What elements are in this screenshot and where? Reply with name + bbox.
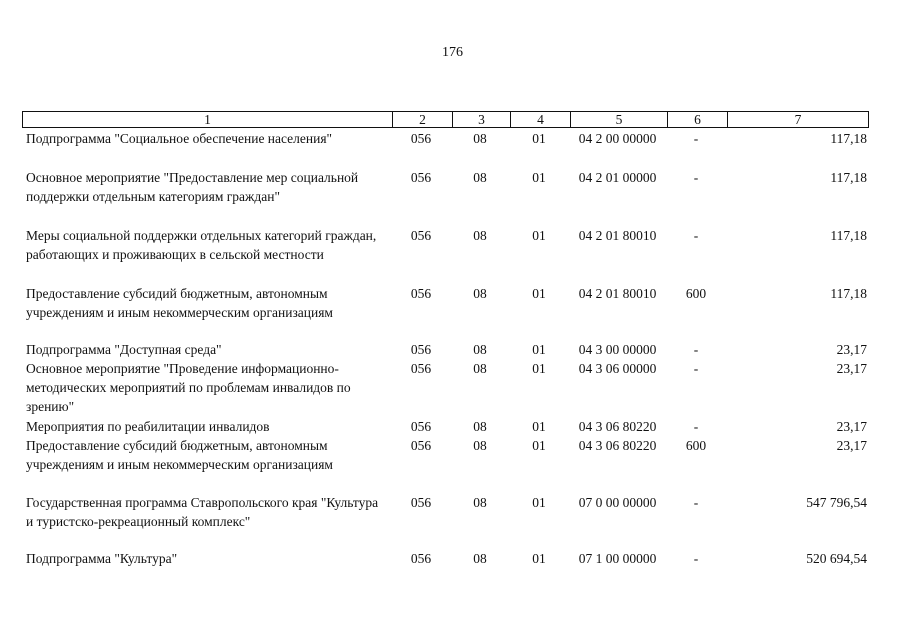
row-col-6: -: [693, 551, 699, 566]
row-col-7: 547 796,54: [806, 495, 867, 510]
row-col-2: 056: [410, 438, 432, 453]
row-col-2: 056: [410, 551, 432, 566]
row-col-2: 056: [410, 170, 432, 185]
row-col-6: -: [693, 342, 699, 357]
row-col-7: 520 694,54: [806, 551, 867, 566]
row-col-7: 117,18: [830, 286, 867, 301]
row-col-2: 056: [410, 342, 432, 357]
row-col-3: 08: [473, 228, 487, 243]
column-header-2: 2: [392, 112, 452, 127]
row-col-5: 04 2 01 80010: [578, 286, 657, 301]
row-col-3: 08: [473, 551, 487, 566]
row-col-4: 01: [532, 342, 546, 357]
row-col-7: 23,17: [836, 419, 867, 434]
row-col-5: 04 3 06 00000: [578, 361, 657, 376]
row-col-6: -: [693, 131, 699, 146]
row-col-3: 08: [473, 170, 487, 185]
row-name: Предоставление субсидий бюджетным, автономным учреждениям и иным некоммерческим организациям: [26, 286, 333, 320]
row-col-2: 056: [410, 495, 432, 510]
row-col-4: 01: [532, 495, 546, 510]
row-col-4: 01: [532, 170, 546, 185]
row-col-4: 01: [532, 286, 546, 301]
row-col-3: 08: [473, 286, 487, 301]
row-col-7: 23,17: [836, 361, 867, 376]
row-col-6: -: [693, 170, 699, 185]
row-col-3: 08: [473, 495, 487, 510]
row-col-4: 01: [532, 551, 546, 566]
row-name: Меры социальной поддержки отдельных категорий граждан, работающих и проживающих в сельской местности: [26, 228, 377, 262]
column-header-7: 7: [727, 112, 868, 127]
row-name: Подпрограмма "Культура": [26, 551, 178, 566]
table-header: [22, 111, 869, 128]
row-name: Государственная программа Ставропольского края "Культура и туристско-рекреационный комплекс": [26, 495, 379, 529]
row-col-6: -: [693, 495, 699, 510]
row-col-5: 04 3 06 80220: [578, 438, 657, 453]
row-col-6: -: [693, 419, 699, 434]
row-col-5: 04 3 00 00000: [578, 342, 657, 357]
row-col-6: 600: [685, 286, 707, 301]
row-col-5: 04 2 01 00000: [578, 170, 657, 185]
row-col-4: 01: [532, 419, 546, 434]
row-col-7: 23,17: [836, 342, 867, 357]
row-name: Основное мероприятие "Проведение информационно-методических мероприятий по проблемам инвалидов по зрению": [26, 361, 351, 414]
row-col-5: 04 2 00 00000: [578, 131, 657, 146]
row-col-3: 08: [473, 438, 487, 453]
row-col-6: -: [693, 228, 699, 243]
row-col-3: 08: [473, 131, 487, 146]
row-name: Подпрограмма "Социальное обеспечение населения": [26, 131, 333, 146]
row-col-2: 056: [410, 131, 432, 146]
row-col-3: 08: [473, 361, 487, 376]
row-col-4: 01: [532, 131, 546, 146]
row-col-6: -: [693, 361, 699, 376]
row-col-6: 600: [685, 438, 707, 453]
row-col-3: 08: [473, 419, 487, 434]
column-header-1: 1: [204, 112, 211, 127]
column-header-4: 4: [510, 112, 570, 127]
row-name: Мероприятия по реабилитации инвалидов: [26, 419, 270, 434]
page-number: 176: [442, 45, 463, 60]
column-header-5: 5: [570, 112, 667, 127]
row-col-5: 04 3 06 80220: [578, 419, 657, 434]
row-col-5: 07 0 00 00000: [578, 495, 657, 510]
row-col-7: 117,18: [830, 131, 867, 146]
row-name: Подпрограмма "Доступная среда": [26, 342, 222, 357]
row-col-7: 117,18: [830, 170, 867, 185]
row-col-2: 056: [410, 419, 432, 434]
row-col-4: 01: [532, 228, 546, 243]
row-name: Предоставление субсидий бюджетным, автономным учреждениям и иным некоммерческим организациям: [26, 438, 333, 472]
column-header-3: 3: [452, 112, 510, 127]
row-name: Основное мероприятие "Предоставление мер социальной поддержки отдельным категориям граждан": [26, 170, 359, 204]
row-col-2: 056: [410, 286, 432, 301]
row-col-3: 08: [473, 342, 487, 357]
row-col-7: 23,17: [836, 438, 867, 453]
row-col-5: 04 2 01 80010: [578, 228, 657, 243]
row-col-2: 056: [410, 228, 432, 243]
column-header-6: 6: [667, 112, 727, 127]
row-col-2: 056: [410, 361, 432, 376]
row-col-5: 07 1 00 00000: [578, 551, 657, 566]
row-col-7: 117,18: [830, 228, 867, 243]
row-col-4: 01: [532, 438, 546, 453]
row-col-4: 01: [532, 361, 546, 376]
